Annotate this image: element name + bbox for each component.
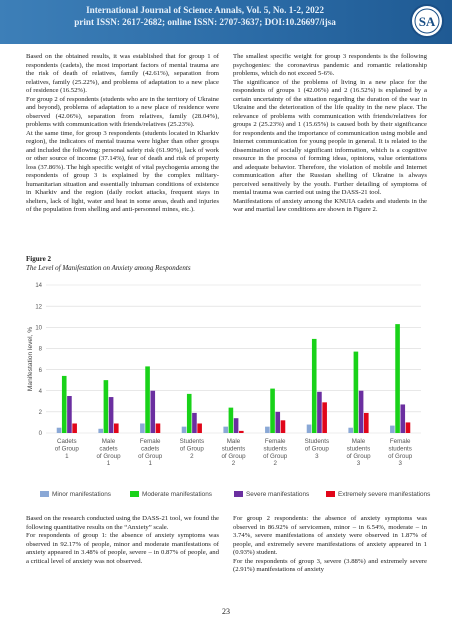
left-column — [26, 53, 219, 215]
bar — [265, 427, 270, 433]
legend-swatch — [130, 491, 139, 497]
anxiety-bar-chart — [26, 275, 431, 505]
journal-title: International Journal of Science Annals, Vol. 5, No. 1-2, 2022 — [86, 5, 324, 15]
y-tick-label: 6 — [38, 367, 42, 374]
paragraph: For group 2 of respondents (students who are in the territory of Ukraine and beyond), problems of adaptation to a new place of residence were observed (42.06%), separation from relatives, family (28.04%), problems with communication with friends/relatives (25.23%). — [26, 95, 219, 128]
journal-logo — [410, 4, 444, 38]
paragraph: Based on the research conducted using the DASS-21 tool, we found the following quantitative results on the “Anxiety” scale. — [26, 515, 219, 531]
bar — [395, 324, 400, 433]
x-category-label: Cadets of Group 1 — [54, 438, 79, 460]
bar — [390, 426, 395, 433]
x-category-label: Female students of Group 3 — [388, 438, 413, 468]
bottom-left-column — [26, 515, 219, 566]
right-column — [233, 53, 427, 215]
paragraph: For the respondents of group 3, severe (3.88%) and extremely severe (2.91%) manifestations of anxiety — [233, 557, 427, 573]
bar — [354, 352, 359, 433]
bar — [72, 423, 77, 433]
bar — [197, 423, 202, 433]
bar — [156, 423, 161, 433]
paragraph: At the same time, for group 3 respondents (students located in Kharkiv region), the indicators of mental trauma were higher than other groups and included the following: personal safety risk (61.90%), lack of work or other source of income (37.14%), fear of death and risk of property loss (37.86%). The high specific weight of vital psychogenia among the respondents of group 3 is explained by the complex military-humanitarian situation and essentially inhuman conditions of existence in Kharkiv and the region (daily rocket attacks, frequent stays in shelters, lack of light, water and heat in some areas, death and injuries of the population from shelling and anti-personnel mines, etc.). — [26, 129, 219, 213]
bar — [140, 423, 145, 433]
y-tick-label: 8 — [38, 346, 42, 353]
bar — [239, 431, 244, 433]
legend-swatch — [326, 491, 335, 497]
legend-swatch — [40, 491, 49, 497]
bar — [348, 428, 353, 433]
y-tick-label: 12 — [35, 304, 42, 311]
bar — [187, 394, 192, 433]
y-axis-label: Manifestation level, % — [27, 326, 34, 392]
bar — [150, 391, 155, 433]
paragraph: For respondents of group 1: the absence of anxiety symptoms was observed in 92.17% of people, minor and moderate manifestations of anxiety appeared in 3.48% of people, severe – in 0.87% of people, and a critical level of anxiety was not observed. — [26, 532, 219, 565]
paragraph: The significance of the problems of living in a new place for the respondents of groups 1 (42.06%) and 2 (16.52%) is explained by a certain uncertainty of the situation regarding the duration of the war in Ukraine and the deterioration of the life quality in the new place. The relevance of problems with communication with friends/relatives for groups 2 (25.23%) and 1 (15.65%) is caused both by their significance for respondents and the importance of communication using mobile and Internet communication for young people in general. It is related to the dissemination of socially significant information, which is a cognitive resource in the process of forming ideas, opinions, value orientations and adequate behavior. Therefore, the violation of mobile and Internet communication after the Russian shelling of Ukraine is always perceived sensitively by the youth. Further detailing of symptoms of mental trauma was carried out using the DASS-21 tool. — [233, 78, 427, 196]
y-tick-label: 14 — [35, 283, 42, 290]
paragraph: The smallest specific weight for group 3 respondents is the following psychogenies: the coronavirus pandemic and romantic relationship problems, which do not exceed 5-6%. — [233, 53, 427, 77]
bar — [57, 428, 62, 433]
x-category-label: Students of Group 3 — [304, 438, 330, 460]
bar — [317, 392, 322, 433]
legend-label: Severe manifestations — [246, 491, 310, 498]
bar — [109, 397, 114, 433]
legend-item — [234, 491, 309, 498]
x-category-label: Students of Group 2 — [179, 438, 205, 460]
bar — [229, 408, 234, 433]
bar — [223, 427, 228, 433]
paragraph: Manifestations of anxiety among the KNUIA cadets and students in the war and martial law conditions are shown in Figure 2. — [233, 197, 427, 213]
page-number: 23 — [222, 607, 230, 616]
y-tick-label: 10 — [35, 325, 42, 332]
x-category-label: Female students of Group 2 — [263, 438, 288, 468]
bar — [281, 420, 286, 433]
legend-item — [130, 491, 212, 498]
bar — [270, 389, 275, 433]
y-tick-label: 0 — [38, 431, 42, 438]
bar — [192, 413, 197, 433]
bar — [234, 418, 239, 433]
legend-item — [326, 491, 430, 498]
legend-item — [40, 491, 111, 498]
logo-text: SA — [418, 14, 436, 29]
x-category-label: Male cadets of Group 1 — [96, 438, 121, 468]
chart-legend — [40, 491, 430, 501]
y-tick-label: 4 — [38, 388, 42, 395]
bar — [275, 412, 280, 433]
bar — [104, 380, 109, 433]
bar — [307, 425, 312, 433]
y-tick-label: 2 — [38, 410, 42, 417]
x-category-label: Male students of Group 2 — [221, 438, 246, 468]
paragraph: Based on the obtained results, it was established that for group 1 of respondents (cadets), the most important factors of mental trauma are the risk of death of relatives, family (42.61%), separation from relatives, family (25.22%), and problems of adaptation to a new place of residence (16.52%). — [26, 53, 219, 94]
legend-label: Moderate manifestations — [142, 491, 212, 498]
bar — [406, 422, 411, 433]
bar — [312, 339, 317, 433]
bar — [182, 427, 187, 433]
bar — [364, 413, 369, 433]
legend-swatch — [234, 491, 243, 497]
journal-issn: print ISSN: 2617-2682; online ISSN: 2707-3637; DOI:10.26697/ijsa — [74, 17, 336, 27]
bar — [400, 404, 405, 433]
bar — [98, 429, 103, 433]
bar — [322, 402, 327, 433]
bar — [67, 396, 72, 433]
bar — [62, 376, 67, 433]
bar — [145, 366, 150, 433]
bar — [114, 423, 119, 433]
journal-header — [0, 0, 452, 44]
x-category-label: Female cadets of Group 1 — [138, 438, 163, 468]
bar — [359, 391, 364, 433]
paragraph: For group 2 respondents: the absence of anxiety symptoms was observed in 86.92% of servicemen, minor – in 6.54%, moderate – in 3.74%, severe manifestations of anxiety were observed in 1.87% of people, and extremely severe manifestations of anxiety appeared in 1 (0.93%) student. — [233, 515, 427, 556]
logo-icon — [412, 6, 442, 36]
figure-label: Figure 2 — [26, 255, 51, 263]
legend-label: Extremely severe manifestations — [338, 491, 431, 498]
figure-caption: The Level of Manifestation on Anxiety among Respondents — [26, 264, 191, 272]
x-category-label: Male students of Group 3 — [346, 438, 371, 468]
bottom-right-column — [233, 515, 427, 575]
legend-label: Minor manifestations — [52, 491, 111, 498]
